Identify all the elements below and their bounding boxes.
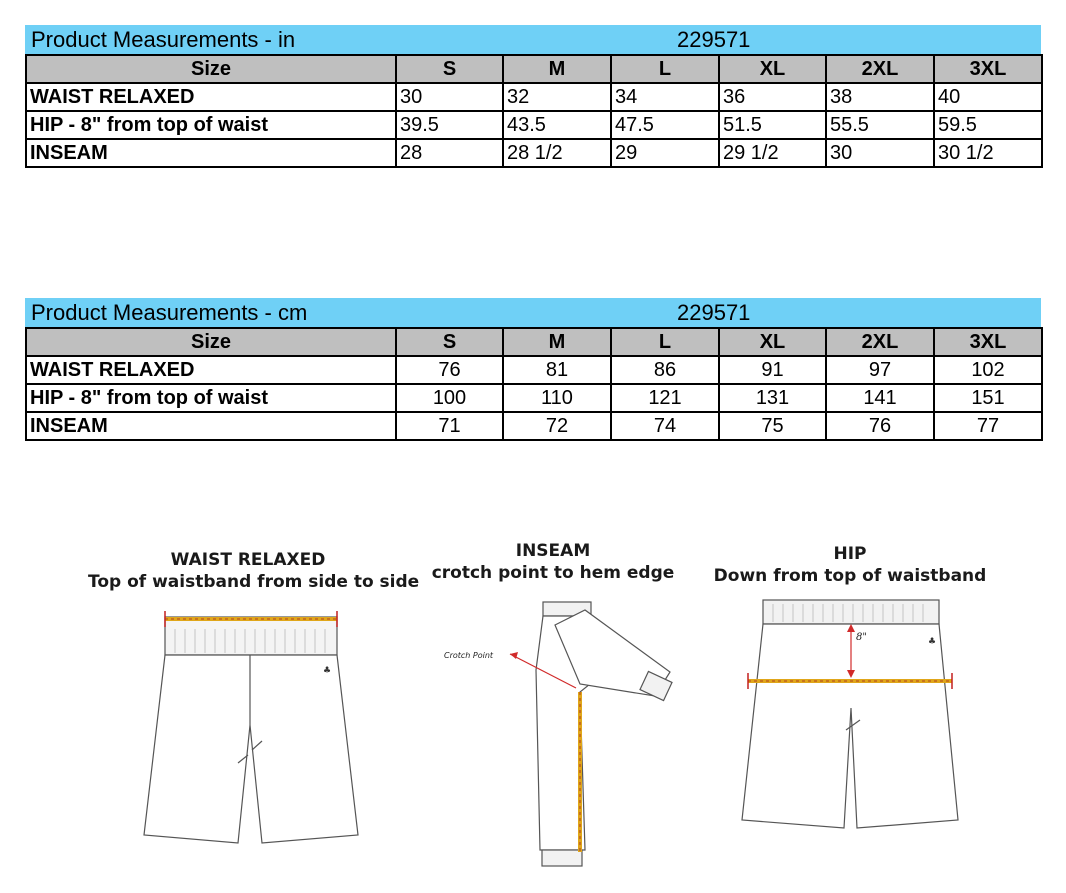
cell: 34: [611, 83, 719, 111]
cell: 86: [611, 356, 719, 384]
table-row: [26, 139, 1042, 167]
cell: 43.5: [503, 111, 611, 139]
cell: 76: [396, 356, 503, 384]
size-2xl: 2XL: [826, 55, 934, 83]
waist-caption: [88, 549, 420, 593]
header-row: [26, 328, 1042, 356]
cell: 76: [826, 412, 934, 440]
cell: 102: [934, 356, 1042, 384]
cell: 110: [503, 384, 611, 412]
cell: 97: [826, 356, 934, 384]
hip-title: HIP: [833, 544, 867, 564]
product-code: 229571: [677, 300, 751, 325]
cell: 71: [396, 412, 503, 440]
cell: 81: [503, 356, 611, 384]
inseam-caption: [428, 540, 678, 584]
cell: 141: [826, 384, 934, 412]
cell: 39.5: [396, 111, 503, 139]
size-header: Size: [26, 328, 396, 356]
row-label: WAIST RELAXED: [26, 83, 396, 111]
inseam-subtitle: crotch point to hem edge: [431, 563, 675, 583]
table-row: [26, 412, 1042, 440]
crotch-point-label: Crotch Point: [444, 651, 494, 660]
table-row: [26, 83, 1042, 111]
size-l: L: [611, 55, 719, 83]
hip-caption: [710, 543, 990, 587]
table-row: [26, 111, 1042, 139]
cell: 29: [611, 139, 719, 167]
size-grid: [25, 54, 1043, 168]
size-3xl: 3XL: [934, 55, 1042, 83]
table-title: Product Measurements - in: [31, 27, 296, 52]
size-3xl: 3XL: [934, 328, 1042, 356]
shorts-hip-illustration: [736, 598, 966, 838]
cell: 47.5: [611, 111, 719, 139]
svg-text:♣: ♣: [928, 637, 937, 647]
inseam-title: INSEAM: [515, 541, 591, 561]
cell: 51.5: [719, 111, 826, 139]
cell: 77: [934, 412, 1042, 440]
cell: 100: [396, 384, 503, 412]
size-2xl: 2XL: [826, 328, 934, 356]
cell: 40: [934, 83, 1042, 111]
hip-subtitle: Down from top of waistband: [713, 566, 987, 586]
cell: 29 1/2: [719, 139, 826, 167]
size-s: S: [396, 55, 503, 83]
size-m: M: [503, 55, 611, 83]
waist-title: WAIST RELAXED: [170, 550, 326, 570]
cell: 75: [719, 412, 826, 440]
table-row: [26, 356, 1042, 384]
size-xl: XL: [719, 55, 826, 83]
row-label: HIP - 8" from top of waist: [26, 111, 396, 139]
table-title: Product Measurements - cm: [31, 300, 308, 325]
svg-text:♣: ♣: [323, 666, 332, 676]
size-s: S: [396, 328, 503, 356]
hip-drop-label: 8": [856, 632, 867, 643]
cell: 28 1/2: [503, 139, 611, 167]
cell: 30: [396, 83, 503, 111]
table-banner: [25, 25, 1041, 54]
cell: 38: [826, 83, 934, 111]
cell: 32: [503, 83, 611, 111]
size-grid: [25, 327, 1043, 441]
cell: 74: [611, 412, 719, 440]
cell: 28: [396, 139, 503, 167]
cell: 131: [719, 384, 826, 412]
row-label: WAIST RELAXED: [26, 356, 396, 384]
waist-subtitle: Top of waistband from side to side: [88, 572, 420, 592]
cell: 121: [611, 384, 719, 412]
size-header: Size: [26, 55, 396, 83]
cell: 55.5: [826, 111, 934, 139]
shorts-front-illustration: [140, 605, 370, 850]
cell: 59.5: [934, 111, 1042, 139]
row-label: INSEAM: [26, 412, 396, 440]
table-banner: [25, 298, 1041, 327]
measurements-table-in: [25, 25, 1041, 168]
measurements-table-cm: [25, 298, 1041, 441]
product-code: 229571: [677, 27, 751, 52]
cell: 91: [719, 356, 826, 384]
cell: 30: [826, 139, 934, 167]
size-l: L: [611, 328, 719, 356]
cell: 72: [503, 412, 611, 440]
cell: 36: [719, 83, 826, 111]
size-xl: XL: [719, 328, 826, 356]
cell: 151: [934, 384, 1042, 412]
header-row: [26, 55, 1042, 83]
pants-side-illustration: [430, 600, 680, 878]
row-label: HIP - 8" from top of waist: [26, 384, 396, 412]
row-label: INSEAM: [26, 139, 396, 167]
table-row: [26, 384, 1042, 412]
cell: 30 1/2: [934, 139, 1042, 167]
size-m: M: [503, 328, 611, 356]
